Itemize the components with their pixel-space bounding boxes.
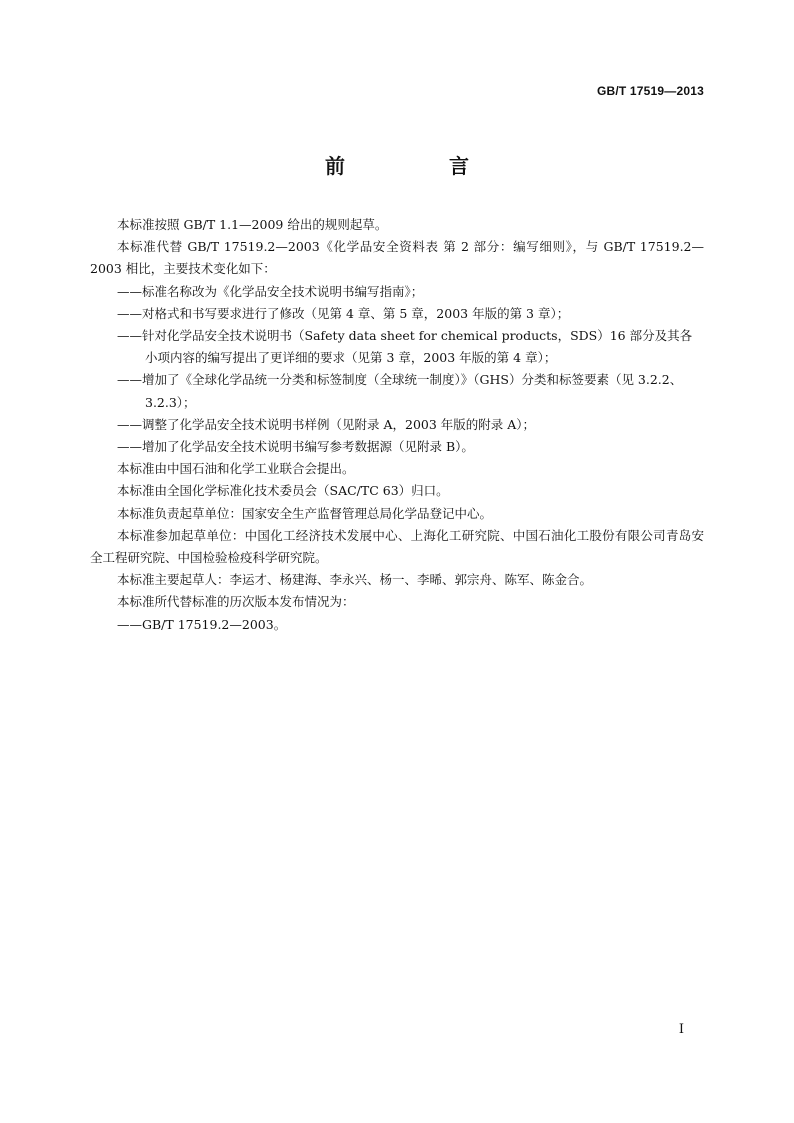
paragraph: 本标准参加起草单位：中国化工经济技术发展中心、上海化工研究院、中国石油化工股份有限公司青岛安全工程研究院、中国检验检疫科学研究院。 xyxy=(90,527,704,566)
paragraph: 本标准由中国石油和化学工业联合会提出。 xyxy=(117,461,355,477)
change-item: ——标准名称改为《化学品安全技术说明书编写指南》； xyxy=(117,283,424,299)
change-item: ——调整了化学品安全技术说明书样例（见附录 A，2003 年版的附录 A）； xyxy=(117,416,536,432)
page-number: I xyxy=(678,1022,684,1037)
change-item: ——增加了化学品安全技术说明书编写参考数据源（见附录 B）。 xyxy=(117,439,474,455)
foreword-body xyxy=(90,214,704,636)
standard-code: GB/T 17519—2013 xyxy=(596,84,704,98)
paragraph: 本标准由全国化学标准化技术委员会（SAC/TC 63）归口。 xyxy=(117,483,449,499)
change-item: ——增加了《全球化学品统一分类和标签制度（全球统一制度）》（GHS）分类和标签要素（见 3.2.2、3.2.3）； xyxy=(117,372,683,410)
change-item: ——针对化学品安全技术说明书（Safety data sheet for chemical products，SDS）16 部分及其各小项内容的编写提出了更详细的要求（见第 3 章，2003 年版的第 4 章）； xyxy=(117,328,693,366)
paragraph: 本标准负责起草单位：国家安全生产监督管理总局化学品登记中心。 xyxy=(117,505,493,521)
change-item: ——GB/T 17519.2—2003。 xyxy=(117,616,287,632)
page-title: 前 言 xyxy=(325,154,511,178)
paragraph: 本标准代替 GB/T 17519.2—2003《化学品安全资料表 第 2 部分：编写细则》，与 GB/T 17519.2—2003 相比，主要技术变化如下： xyxy=(90,239,704,277)
paragraph: 本标准按照 GB/T 1.1—2009 给出的规则起草。 xyxy=(117,217,388,232)
paragraph: 本标准主要起草人：李运才、杨建海、李永兴、杨一、李晞、郭宗舟、陈军、陈金合。 xyxy=(117,572,593,588)
change-item: ——对格式和书写要求进行了修改（见第 4 章、第 5 章，2003 年版的第 3 章）； xyxy=(117,305,570,321)
paragraph: 本标准所代替标准的历次版本发布情况为： xyxy=(117,594,355,610)
